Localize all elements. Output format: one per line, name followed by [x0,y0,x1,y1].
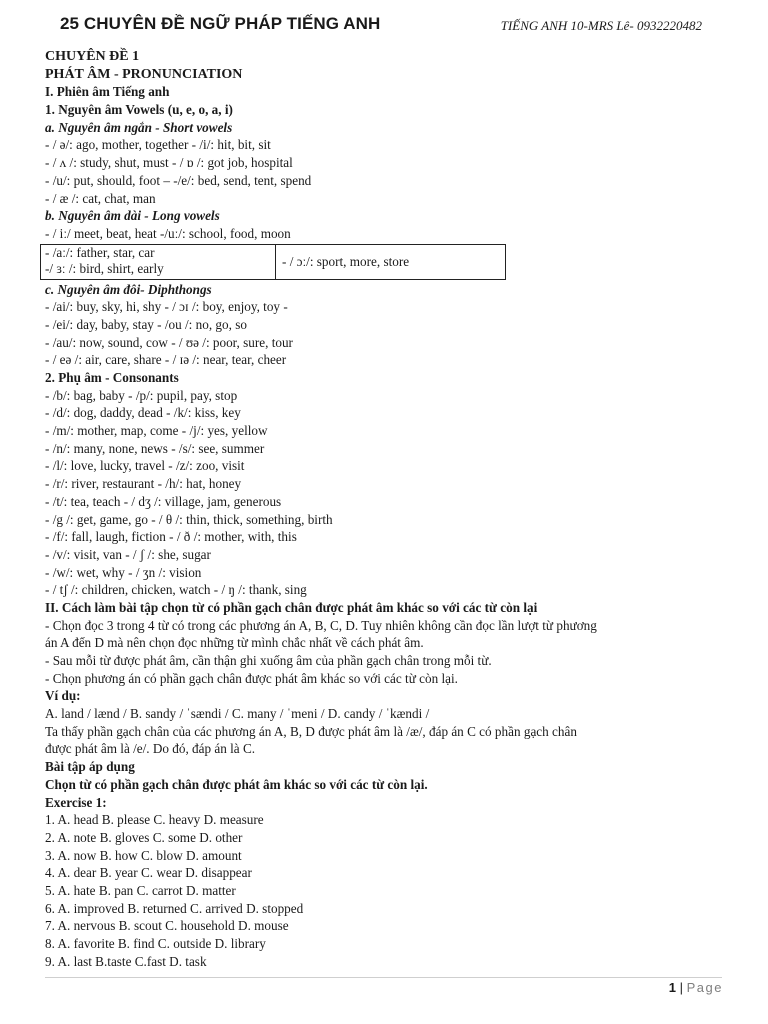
table-cell-line: - /aː/: father, star, car [45,244,155,260]
example-line: Ta thấy phần gạch chân của các phương án A, B, D được phát âm là /æ/, đáp án C có phần gạch chân [45,723,577,739]
vowels-heading: 1. Nguyên âm Vowels (u, e, o, a, i) [45,102,233,118]
section-1-heading: I. Phiên âm Tiếng anh [45,84,170,100]
consonant-line: - /w/: wet, why - / ʒn /: vision [45,564,202,580]
example-line: A. land / lænd / B. sandy / ˈsændi / C. many / ˈmeni / D. candy / ˈkændi / [45,706,430,722]
diphthongs-heading: c. Nguyên âm đôi- Diphthongs [45,281,212,297]
diphthong-line: - / eə /: air, care, share - / ɪə /: near, tear, cheer [45,352,287,368]
exercise-item: 4. A. dear B. year C. wear D. disappear [45,865,252,881]
topic-title: PHÁT ÂM - PRONUNCIATION [45,66,243,82]
practice-heading: Bài tập áp dụng [45,759,135,775]
page-footer [669,980,723,995]
exercise-item: 2. A. note B. gloves C. some D. other [45,829,243,845]
consonant-line: - /m/: mother, map, come - /j/: yes, yellow [45,423,268,439]
footer-divider [45,977,722,978]
consonant-line: - /b/: bag, baby - /p/: pupil, pay, stop [45,387,238,403]
long-vowel-line: - / iː/ meet, beat, heat -/uː/: school, food, moon [45,225,291,241]
exercise-item: 1. A. head B. please C. heavy D. measure [45,812,264,828]
consonants-heading: 2. Phụ âm - Consonants [45,370,179,385]
consonant-line: - /r/: river, restaurant - /h/: hat, honey [45,476,242,492]
page-label: Page [686,980,723,995]
header-title: 25 CHUYÊN ĐỀ NGỮ PHÁP TIẾNG ANH [60,14,381,33]
method-line: án A đến D mà nên chọn đọc những từ mình chắc nhất về cách phát âm. [45,635,424,651]
long-vowels-heading: b. Nguyên âm dài - Long vowels [45,208,220,224]
consonant-line: - /n/: many, none, news - /s/: see, summer [45,440,265,456]
table-cell-line: - / ɔː/: sport, more, store [282,253,410,269]
short-vowel-line: - / ʌ /: study, shut, must - / ɒ /: got job, hospital [45,155,293,171]
method-line: - Chọn đọc 3 trong 4 từ có trong các phương án A, B, C, D. Tuy nhiên không cần đọc lần lượt từ phương [45,617,597,633]
consonant-line: - /d/: dog, daddy, dead - /k/: kiss, key [45,405,241,421]
consonant-line: - /t/: tea, teach - / dʒ /: village, jam, generous [45,493,282,509]
exercise-item: 8. A. favorite B. find C. outside D. library [45,936,266,951]
consonant-line: - /v/: visit, van - / ʃ /: she, sugar [45,546,211,562]
table-cell-right [276,245,505,279]
document-body [45,48,715,970]
topic-number: CHUYÊN ĐỀ 1 [45,49,140,64]
diphthong-line: - /au/: now, sound, cow - / ʊə /: poor, sure, tour [45,334,293,350]
header-author-phone: TIẾNG ANH 10-MRS Lê- 0932220482 [500,18,702,33]
example-heading: Ví dụ: [45,688,81,704]
short-vowel-line: - / ə/: ago, mother, together - /i/: hit, bit, sit [45,137,271,153]
exercise-item: 3. A. now B. how C. blow D. amount [45,847,242,863]
diphthong-line: - /ai/: buy, sky, hi, shy - / ɔɪ /: boy, enjoy, toy - [45,299,288,315]
table-cell-line: -/ ɜː /: bird, shirt, early [45,261,164,277]
method-line: - Sau mỗi từ được phát âm, cần thận ghi xuống âm của phần gạch chân trong mỗi từ. [45,653,492,668]
example-line: được phát âm là /e/. Do đó, đáp án là C. [45,741,256,757]
short-vowels-heading: a. Nguyên âm ngắn - Short vowels [45,119,233,135]
consonant-line: - /f/: fall, laugh, fiction - / ð /: mother, with, this [45,529,297,545]
diphthong-line: - /ei/: day, baby, stay - /ou /: no, go, so [45,316,247,332]
table-cell-left [41,245,276,279]
exercise-item: 5. A. hate B. pan C. carrot D. matter [45,882,236,898]
page-separator: | [679,980,683,995]
short-vowel-line: - / æ /: cat, chat, man [45,190,156,206]
short-vowel-line: - /u/: put, should, foot – -/e/: bed, send, tent, spend [45,172,312,188]
consonant-line: - / tʃ /: children, chicken, watch - / ŋ /: thank, sing [45,582,307,598]
consonant-line: - /l/: love, lucky, travel - /z/: zoo, visit [45,458,245,474]
consonant-line: - /g /: get, game, go - / θ /: thin, thick, something, birth [45,511,333,527]
exercise-heading: Exercise 1: [45,794,107,810]
long-vowels-table [40,244,506,280]
method-line: - Chọn phương án có phần gạch chân được phát âm khác so với các từ còn lại. [45,670,458,686]
page-number: 1 [668,980,676,995]
exercise-item: 7. A. nervous B. scout C. household D. mouse [45,918,289,934]
exercise-item: 6. A. improved B. returned C. arrived D. stopped [45,900,304,916]
practice-instruction: Chọn từ có phần gạch chân được phát âm khác so với các từ còn lại. [45,776,428,792]
section-2-heading: II. Cách làm bài tập chọn từ có phần gạch chân được phát âm khác so với các từ còn lại [45,599,538,615]
exercise-item: 9. A. last B.taste C.fast D. task [45,953,207,969]
